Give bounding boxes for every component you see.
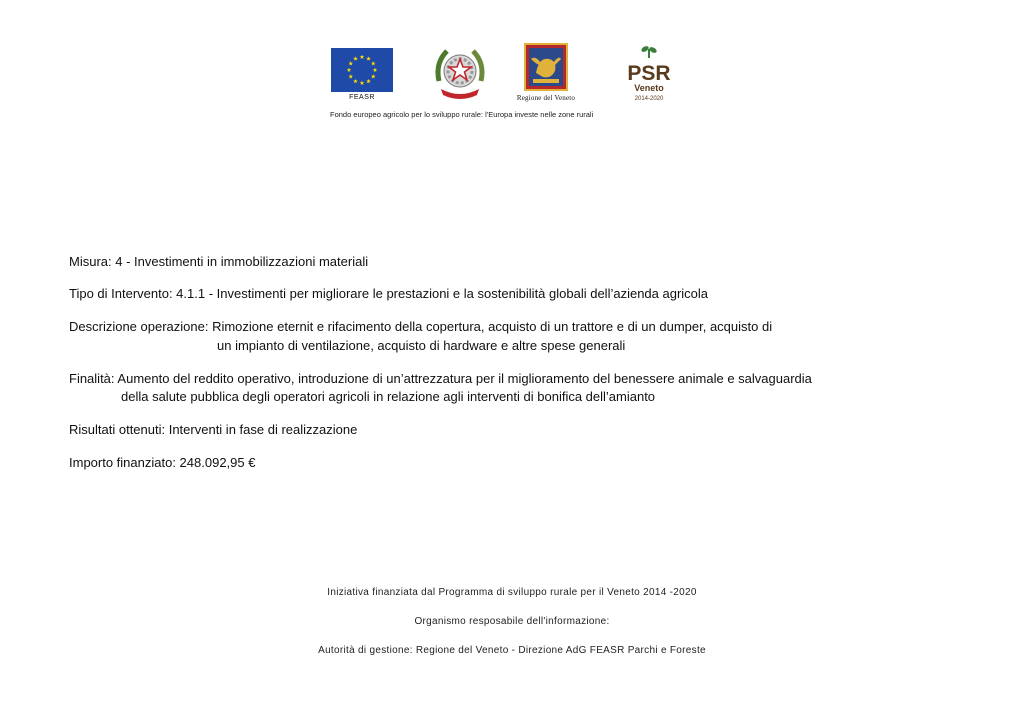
footer-authority-line: Autorità di gestione: Regione del Veneto - Direzione AdG FEASR Parchi e Foreste (318, 645, 706, 656)
psr-text: PSR (627, 62, 671, 85)
footer-funding-line: Iniziativa finanziata dal Programma di sviluppo rurale per il Veneto 2014 -2020 (327, 587, 697, 598)
importo-line: Importo finanziato: 248.092,95 € (69, 455, 256, 470)
header-tagline: Fondo europeo agricolo per lo sviluppo rurale: l'Europa investe nelle zone rurali (330, 110, 594, 119)
tipo-intervento-line: Tipo di Intervento: 4.1.1 - Investimenti per migliorare le prestazioni e la sostenibilità globali dell’azienda agricola (69, 286, 709, 301)
psr-veneto-logo (625, 44, 673, 104)
risultati-line: Risultati ottenuti: Interventi in fase di realizzazione (69, 422, 358, 437)
italian-republic-emblem (433, 43, 487, 101)
footer-organism-line: Organismo resposabile dell'informazione: (414, 616, 610, 627)
eu-label: FEASR (349, 94, 375, 101)
descrizione-line-2: un impianto di ventilazione, acquisto di hardware e altre spese generali (217, 338, 626, 353)
veneto-label: Regione del Veneto (516, 94, 576, 102)
finalita-line-1: Finalità: Aumento del reddito operativo, introduzione di un’attrezzatura per il miglioramento del benessere animale e salvaguardia (69, 371, 812, 386)
misura-line: Misura: 4 - Investimenti in immobilizzazioni materiali (69, 254, 369, 269)
descrizione-line-1: Descrizione operazione: Rimozione eternit e rifacimento della copertura, acquisto di un trattore e di un dumper, acquisto di (69, 319, 773, 334)
eu-flag-logo (331, 48, 393, 102)
finalita-line-2: della salute pubblica degli operatori agricoli in relazione agli interventi di bonifica dell’amianto (121, 389, 656, 404)
psr-years-text: 2014-2020 (634, 96, 664, 102)
regione-veneto-logo (505, 43, 587, 105)
psr-veneto-text: Veneto (634, 83, 664, 93)
